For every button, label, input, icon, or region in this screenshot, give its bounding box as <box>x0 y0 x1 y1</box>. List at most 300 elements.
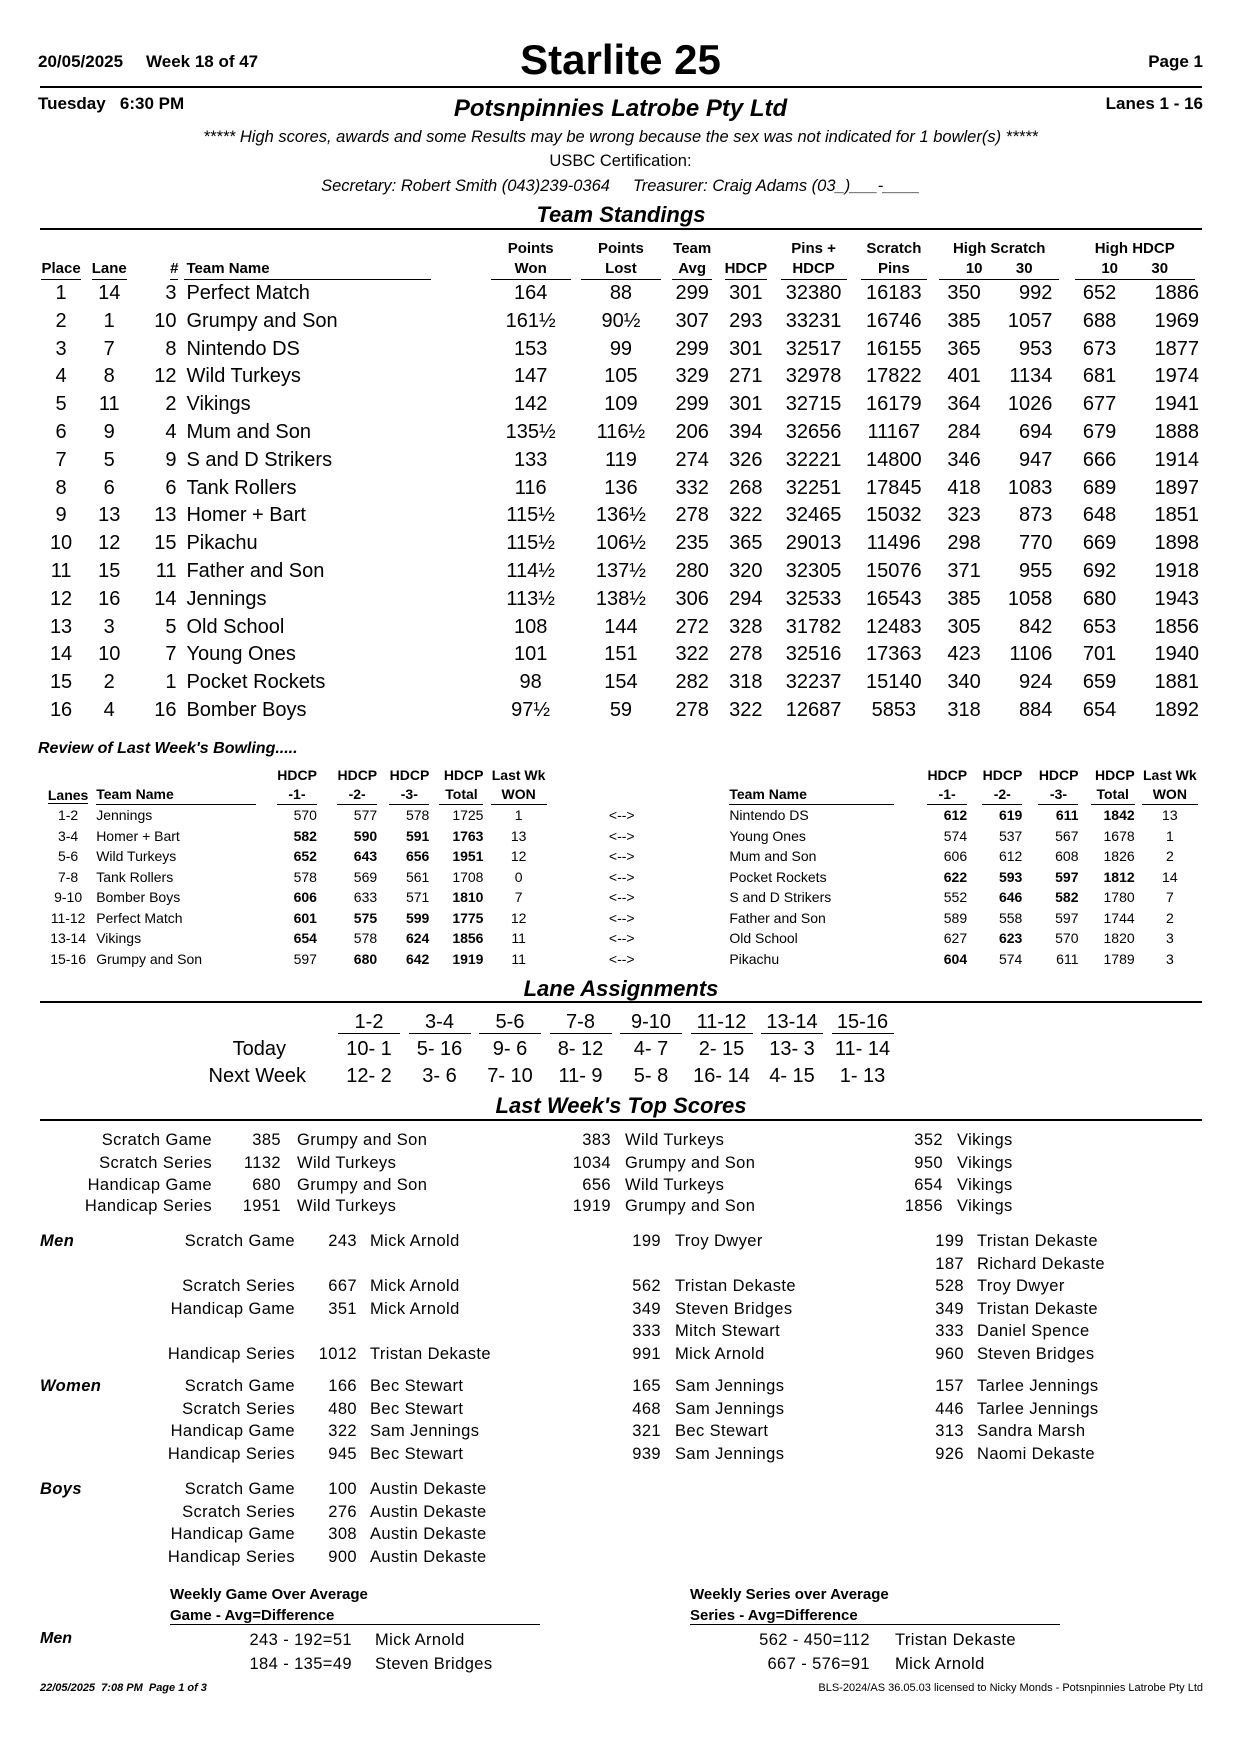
cell-high-hdcp-30: 1943 <box>1154 587 1199 610</box>
lane-pair-header: 15-16 <box>832 1011 894 1034</box>
cell-points-lost: 90½ <box>601 309 641 332</box>
cell-team-avg: 280 <box>675 559 709 582</box>
score-value: 308 <box>328 1525 357 1543</box>
score-value: 349 <box>632 1300 661 1318</box>
cell-high-scratch-10: 371 <box>947 559 981 582</box>
footer-license: BLS-2024/AS 36.05.03 licensed to Nicky Monds - Potsnpinnies Latrobe Pty Ltd <box>818 1682 1203 1694</box>
cell-high-scratch-10: 350 <box>947 282 981 304</box>
lane-today: 4- 7 <box>633 1038 669 1060</box>
rev-col-h1: -1- <box>277 785 317 805</box>
rev-won-b: 14 <box>1162 868 1178 885</box>
cell-points-won: 153 <box>513 337 548 360</box>
cell-high-scratch-10: 385 <box>947 587 981 610</box>
lane-next-week: 7- 10 <box>487 1065 533 1087</box>
cell-lane: 3 <box>103 615 115 638</box>
cell-points-won: 108 <box>513 615 548 638</box>
score-name: Sandra Marsh <box>977 1422 1086 1440</box>
cell-team-avg: 272 <box>675 615 709 638</box>
cell-lane: 10 <box>98 643 121 666</box>
top-scores-title: Last Week's Top Scores <box>495 1093 747 1118</box>
cell-high-scratch-30: 955 <box>1019 559 1053 582</box>
rev-team-b: Young Ones <box>729 827 806 844</box>
cell-points-lost: 59 <box>609 698 633 721</box>
review-row <box>40 805 1205 826</box>
men-label: Men <box>40 1232 75 1250</box>
cell-scratch-pins: 17363 <box>866 643 922 666</box>
standings-row <box>40 391 1205 419</box>
cell-high-scratch-10: 318 <box>947 698 981 721</box>
cell-team-name: Young Ones <box>186 643 296 666</box>
cell-hdcp: 271 <box>729 365 763 388</box>
rev-score-a: 591 <box>405 827 430 844</box>
score-name: Steven Bridges <box>977 1345 1095 1363</box>
rev-score-a: 1763 <box>452 827 484 844</box>
rev-col-h3-top: HDCP <box>389 767 430 783</box>
rev-score-b: 619 <box>998 807 1023 823</box>
score-name: Mick Arnold <box>370 1300 460 1318</box>
cell-pins-hdcp: 32533 <box>785 587 842 610</box>
cell-points-won: 114½ <box>506 559 555 582</box>
score-value: 276 <box>328 1503 357 1521</box>
col-scratch-top: Scratch <box>866 240 922 257</box>
lane-pair-header: 13-14 <box>761 1011 823 1034</box>
score-value: 480 <box>328 1400 357 1418</box>
cell-team-name: Father and Son <box>186 559 325 582</box>
cell-team-number: 10 <box>154 309 177 332</box>
rev-score-b: 1820 <box>1103 930 1135 946</box>
col-won: Won <box>491 259 571 280</box>
rev-score-a: 575 <box>353 909 378 926</box>
rev-lanes: 15-16 <box>50 950 86 967</box>
cell-points-lost: 137½ <box>595 559 646 582</box>
cell-hdcp: 293 <box>729 309 763 332</box>
score-name: Daniel Spence <box>977 1322 1090 1340</box>
cell-points-won: 135½ <box>505 420 556 443</box>
cell-points-lost: 106½ <box>595 532 646 555</box>
rev-col-totalb: Total <box>1091 785 1135 805</box>
cell-high-hdcp-10: 680 <box>1082 587 1117 610</box>
cell-hdcp: 268 <box>729 476 763 499</box>
cell-high-hdcp-30: 1892 <box>1154 698 1199 721</box>
score-category: Handicap Game <box>170 1422 295 1440</box>
series-over-avg-calc: 562 - 450=112 <box>759 1631 870 1649</box>
lane-pair-header: 7-8 <box>550 1011 612 1034</box>
cell-high-scratch-10: 364 <box>947 393 981 416</box>
rev-lanes: 3-4 <box>57 827 79 844</box>
col-lost: Lost <box>581 259 661 280</box>
cell-points-lost: 136 <box>604 476 638 499</box>
score-name: Sam Jennings <box>370 1422 480 1440</box>
score-name: Grumpy and Son <box>625 1197 756 1215</box>
cell-hdcp: 394 <box>729 420 763 443</box>
cell-high-scratch-30: 924 <box>1019 671 1053 694</box>
col-scratch-pins: Pins <box>861 259 927 280</box>
score-name: Vikings <box>957 1154 1013 1172</box>
cell-scratch-pins: 15032 <box>866 504 922 527</box>
cell-team-name: Mum and Son <box>186 420 311 443</box>
score-value: 680 <box>252 1176 281 1194</box>
rev-score-a: 570 <box>293 807 317 823</box>
cell-points-won: 98 <box>519 671 542 694</box>
standings-table <box>40 238 1205 725</box>
score-value: 1012 <box>318 1345 357 1363</box>
rev-score-b: 612 <box>998 848 1023 864</box>
cell-place: 15 <box>49 671 73 694</box>
score-category: Scratch Series <box>182 1400 295 1418</box>
score-name: Mick Arnold <box>675 1345 765 1363</box>
cell-high-scratch-10: 423 <box>947 643 981 666</box>
cell-high-scratch-30: 770 <box>1019 532 1053 555</box>
score-value: 939 <box>632 1445 661 1463</box>
review-header-row <box>40 766 1205 805</box>
cell-high-scratch-30: 953 <box>1019 337 1053 360</box>
rev-score-a: 642 <box>405 950 430 967</box>
score-value: 926 <box>935 1445 964 1463</box>
cell-team-avg: 322 <box>675 643 709 666</box>
rev-lanes: 13-14 <box>50 930 86 946</box>
cell-team-name: Grumpy and Son <box>186 309 338 332</box>
rev-score-b: 1826 <box>1103 848 1135 864</box>
score-name: Vikings <box>957 1131 1013 1149</box>
col-avg: Avg <box>672 259 712 280</box>
cell-scratch-pins: 11167 <box>867 420 921 443</box>
cell-high-scratch-10: 284 <box>947 420 981 443</box>
cell-pins-hdcp: 32715 <box>785 393 842 416</box>
rev-won-b: 2 <box>1165 909 1174 926</box>
score-value: 313 <box>935 1422 964 1440</box>
cell-team-avg: 299 <box>675 337 709 360</box>
warning-text: ***** High scores, awards and some Results may be wrong because the sex was not indicated for 1 bowler(s) ***** <box>203 128 1038 146</box>
rev-score-a: 578 <box>353 930 378 946</box>
cell-team-name: Tank Rollers <box>186 476 297 499</box>
score-value: 165 <box>632 1377 661 1395</box>
score-value: 385 <box>252 1131 281 1149</box>
cell-points-won: 101 <box>513 643 548 666</box>
score-value: 468 <box>632 1400 661 1418</box>
score-value: 945 <box>328 1445 357 1463</box>
cell-high-hdcp-30: 1969 <box>1154 309 1199 332</box>
rev-score-b: 537 <box>998 827 1023 844</box>
standings-row <box>40 419 1205 447</box>
rev-won-a: 12 <box>510 909 527 926</box>
rev-arrow: <--> <box>608 950 635 967</box>
rev-lanes: 9-10 <box>54 889 83 905</box>
rev-score-a: 1951 <box>452 848 484 864</box>
cell-pins-hdcp: 32516 <box>785 643 842 666</box>
rev-won-b: 7 <box>1165 889 1174 905</box>
lane-today: 8- 12 <box>557 1038 604 1060</box>
cell-lane: 9 <box>103 420 115 443</box>
score-value: 352 <box>914 1131 943 1149</box>
rev-col-h3: -3- <box>389 785 429 805</box>
rev-col-h3b-top: HDCP <box>1038 767 1079 783</box>
rev-score-a: 578 <box>405 807 430 823</box>
cell-lane: 8 <box>103 365 115 388</box>
cell-team-number: 9 <box>165 448 177 471</box>
cell-pins-hdcp: 32251 <box>785 476 842 499</box>
rev-col-lanes: Lanes <box>47 787 89 803</box>
cell-high-hdcp-10: 648 <box>1082 504 1117 527</box>
score-name: Grumpy and Son <box>297 1131 428 1149</box>
cell-place: 4 <box>55 365 67 388</box>
cell-high-hdcp-30: 1974 <box>1154 365 1199 388</box>
game-over-avg-title: Weekly Game Over Average <box>170 1586 368 1603</box>
rev-lanes: 1-2 <box>57 807 79 823</box>
standings-row <box>40 308 1205 336</box>
cell-high-hdcp-30: 1856 <box>1154 615 1199 638</box>
rev-score-a: 582 <box>293 827 317 844</box>
cell-high-hdcp-10: 679 <box>1082 420 1117 443</box>
rev-won-b: 3 <box>1165 950 1174 967</box>
rev-col-h1-top: HDCP <box>277 767 317 783</box>
rev-lanes: 11-12 <box>50 909 86 926</box>
cell-lane: 2 <box>103 671 115 694</box>
bowling-center: Potsnpinnies Latrobe Pty Ltd <box>453 95 788 122</box>
officers: Secretary: Robert Smith (043)239-0364 Treasurer: Craig Adams (03_)___-____ <box>321 177 920 195</box>
score-name: Tristan Dekaste <box>370 1345 491 1363</box>
cell-hdcp: 301 <box>729 393 763 416</box>
score-name: Tristan Dekaste <box>977 1232 1098 1250</box>
cell-team-name: Homer + Bart <box>186 504 306 527</box>
rev-team-b: Pikachu <box>729 950 780 967</box>
rev-won-a: 12 <box>510 848 527 864</box>
rev-team-a: Perfect Match <box>96 909 183 926</box>
score-category: Scratch Game <box>184 1480 295 1498</box>
cell-team-name: Vikings <box>186 393 251 416</box>
lane-today: 13- 3 <box>769 1038 815 1060</box>
score-value: 157 <box>935 1377 964 1395</box>
cell-team-number: 1 <box>165 671 177 694</box>
cell-place: 14 <box>49 643 73 666</box>
cell-team-name: Nintendo DS <box>186 337 300 360</box>
cell-team-number: 4 <box>165 420 177 443</box>
score-name: Grumpy and Son <box>625 1154 756 1172</box>
rev-arrow: <--> <box>608 827 635 844</box>
rev-score-b: 611 <box>1056 950 1079 967</box>
standings-divider <box>40 228 1202 230</box>
cell-high-scratch-10: 401 <box>947 365 981 388</box>
rev-score-a: 1708 <box>452 868 484 885</box>
standings-row <box>40 336 1205 364</box>
cell-lane: 6 <box>103 476 115 499</box>
rev-score-b: 1780 <box>1103 889 1135 905</box>
score-value: 654 <box>914 1176 943 1194</box>
game-over-avg-calc: 184 - 135=49 <box>249 1655 352 1673</box>
top-scores-divider <box>40 1119 1202 1121</box>
score-value: 950 <box>914 1154 943 1172</box>
rev-score-a: 1919 <box>452 950 484 967</box>
cell-points-won: 147 <box>513 365 548 388</box>
cell-lane: 7 <box>103 337 115 360</box>
rev-team-a: Wild Turkeys <box>96 848 177 864</box>
rev-score-a: 1810 <box>452 889 484 905</box>
cell-team-name: Perfect Match <box>186 282 310 304</box>
standings-row <box>40 280 1205 308</box>
standings-title: Team Standings <box>536 202 706 227</box>
score-category: Handicap Series <box>84 1197 212 1215</box>
cell-high-hdcp-30: 1888 <box>1154 420 1199 443</box>
standings-row <box>40 641 1205 669</box>
cell-team-number: 15 <box>154 532 177 555</box>
cell-lane: 12 <box>98 532 121 555</box>
score-value: 562 <box>632 1277 661 1295</box>
score-value: 656 <box>582 1176 611 1194</box>
cell-hdcp: 278 <box>729 643 763 666</box>
score-category: Handicap Game <box>170 1300 295 1318</box>
rev-score-a: 680 <box>353 950 378 967</box>
score-value: 349 <box>935 1300 964 1318</box>
cell-points-won: 161½ <box>505 309 556 332</box>
rev-score-a: 656 <box>405 848 430 864</box>
cell-lane: 11 <box>98 393 120 416</box>
score-name: Wild Turkeys <box>297 1154 397 1172</box>
cell-scratch-pins: 17822 <box>866 365 922 388</box>
rev-col-h1b: -1- <box>927 785 967 805</box>
cell-scratch-pins: 11496 <box>866 532 921 555</box>
cell-high-hdcp-30: 1851 <box>1154 504 1199 527</box>
today-label: Today <box>232 1038 286 1060</box>
cell-high-scratch-30: 1058 <box>1007 587 1053 610</box>
lane-next-week: 16- 14 <box>693 1065 750 1087</box>
cell-hdcp: 294 <box>729 587 763 610</box>
rev-score-b: 597 <box>1055 868 1079 885</box>
col-hh-30: 30 <box>1151 260 1169 277</box>
rev-score-b: 608 <box>1055 848 1079 864</box>
women-label: Women <box>40 1377 102 1395</box>
cell-pins-hdcp: 32978 <box>785 365 842 388</box>
review-row <box>40 867 1205 888</box>
lane-pair-header: 5-6 <box>479 1011 541 1034</box>
score-name: Sam Jennings <box>675 1445 785 1463</box>
series-over-avg-title: Weekly Series over Average <box>690 1586 889 1603</box>
rev-arrow: <--> <box>608 848 635 864</box>
cell-high-scratch-30: 992 <box>1019 282 1053 304</box>
score-category: Handicap Series <box>167 1548 295 1566</box>
cell-points-lost: 136½ <box>595 504 646 527</box>
standings-row <box>40 586 1205 614</box>
cell-place: 7 <box>55 448 67 471</box>
cell-high-scratch-10: 365 <box>947 337 981 360</box>
lane-today: 5- 16 <box>416 1038 463 1060</box>
cell-high-scratch-30: 884 <box>1019 698 1053 721</box>
cell-points-won: 116 <box>514 476 547 499</box>
score-category: Scratch Series <box>99 1154 212 1172</box>
score-value: 528 <box>935 1277 964 1295</box>
score-category: Scratch Game <box>101 1131 212 1149</box>
cell-points-lost: 116½ <box>596 420 646 443</box>
score-value: 322 <box>328 1422 357 1440</box>
rev-team-b: Father and Son <box>729 909 826 926</box>
cell-high-hdcp-10: 666 <box>1082 448 1117 471</box>
cell-high-hdcp-10: 673 <box>1082 337 1117 360</box>
cell-high-hdcp-10: 681 <box>1082 365 1117 388</box>
score-name: Austin Dekaste <box>370 1503 487 1521</box>
cell-team-avg: 278 <box>675 504 709 527</box>
col-avg-top: Team <box>673 240 712 257</box>
game-over-avg-name: Steven Bridges <box>375 1655 493 1673</box>
score-name: Bec Stewart <box>370 1377 464 1395</box>
rev-score-a: 561 <box>405 868 430 885</box>
score-name: Wild Turkeys <box>625 1131 725 1149</box>
day-time: Tuesday 6:30 PM <box>38 94 185 113</box>
cell-team-avg: 329 <box>675 365 709 388</box>
cell-team-name: S and D Strikers <box>186 448 333 471</box>
score-name: Mitch Stewart <box>675 1322 781 1340</box>
col-place: Place <box>41 259 80 280</box>
score-name: Naomi Dekaste <box>977 1445 1095 1463</box>
rev-score-b: 570 <box>1055 930 1079 946</box>
score-value: 991 <box>632 1345 661 1363</box>
col-number: # <box>170 259 178 280</box>
cell-high-hdcp-10: 659 <box>1082 671 1117 694</box>
score-name: Grumpy and Son <box>297 1176 428 1194</box>
rev-won-b: 3 <box>1165 930 1174 946</box>
cell-high-hdcp-30: 1941 <box>1154 393 1199 416</box>
cell-team-number: 7 <box>165 643 177 666</box>
standings-row <box>40 447 1205 475</box>
cell-team-name: Pikachu <box>186 532 258 555</box>
col-lane: Lane <box>92 259 127 280</box>
cell-lane: 5 <box>103 448 115 471</box>
rev-arrow: <--> <box>608 930 635 946</box>
rev-col-tot-top: HDCP <box>443 767 484 783</box>
lane-next-week: 5- 8 <box>633 1065 669 1087</box>
cell-pins-hdcp: 29013 <box>785 532 842 555</box>
standings-row <box>40 697 1205 725</box>
cell-points-lost: 144 <box>604 615 638 638</box>
cell-points-lost: 151 <box>604 643 638 666</box>
cell-place: 12 <box>49 587 73 610</box>
score-name: Vikings <box>957 1176 1013 1194</box>
lane-pair-header: 9-10 <box>620 1011 682 1034</box>
cell-team-avg: 282 <box>675 671 709 694</box>
cell-points-lost: 88 <box>609 282 633 304</box>
cell-points-won: 142 <box>513 393 548 416</box>
boys-label: Boys <box>40 1480 82 1498</box>
cell-points-won: 115½ <box>506 504 555 527</box>
lane-next-week: 11- 9 <box>558 1065 603 1087</box>
standings-row <box>40 475 1205 503</box>
score-name: Tarlee Jennings <box>977 1377 1099 1395</box>
rev-arrow: <--> <box>608 868 635 885</box>
score-category: Handicap Series <box>167 1445 295 1463</box>
cell-points-lost: 138½ <box>595 587 646 610</box>
rev-lanes: 7-8 <box>57 868 79 885</box>
rev-team-a: Vikings <box>96 930 142 946</box>
rev-score-b: 552 <box>943 889 968 905</box>
cell-team-number: 14 <box>154 587 177 610</box>
rev-team-a: Grumpy and Son <box>96 950 203 967</box>
rev-score-a: 1725 <box>452 807 484 823</box>
cell-high-hdcp-10: 654 <box>1082 698 1117 721</box>
rev-team-b: Mum and Son <box>729 848 817 864</box>
cell-high-hdcp-10: 677 <box>1082 393 1117 416</box>
rev-score-a: 569 <box>353 868 378 885</box>
cell-high-scratch-30: 1026 <box>1007 393 1053 416</box>
lane-next-week: 1- 13 <box>839 1065 886 1087</box>
cell-team-number: 16 <box>154 698 177 721</box>
rev-score-a: 578 <box>293 868 317 885</box>
cell-team-number: 2 <box>165 393 177 416</box>
series-over-avg-name: Mick Arnold <box>895 1655 985 1673</box>
rev-score-b: 1744 <box>1103 909 1135 926</box>
lane-today: 9- 6 <box>492 1038 528 1060</box>
score-name: Mick Arnold <box>370 1277 460 1295</box>
cell-team-name: Wild Turkeys <box>186 365 301 388</box>
score-name: Sam Jennings <box>675 1400 785 1418</box>
rev-team-b: Old School <box>729 930 798 946</box>
rev-score-b: 1789 <box>1103 950 1135 967</box>
